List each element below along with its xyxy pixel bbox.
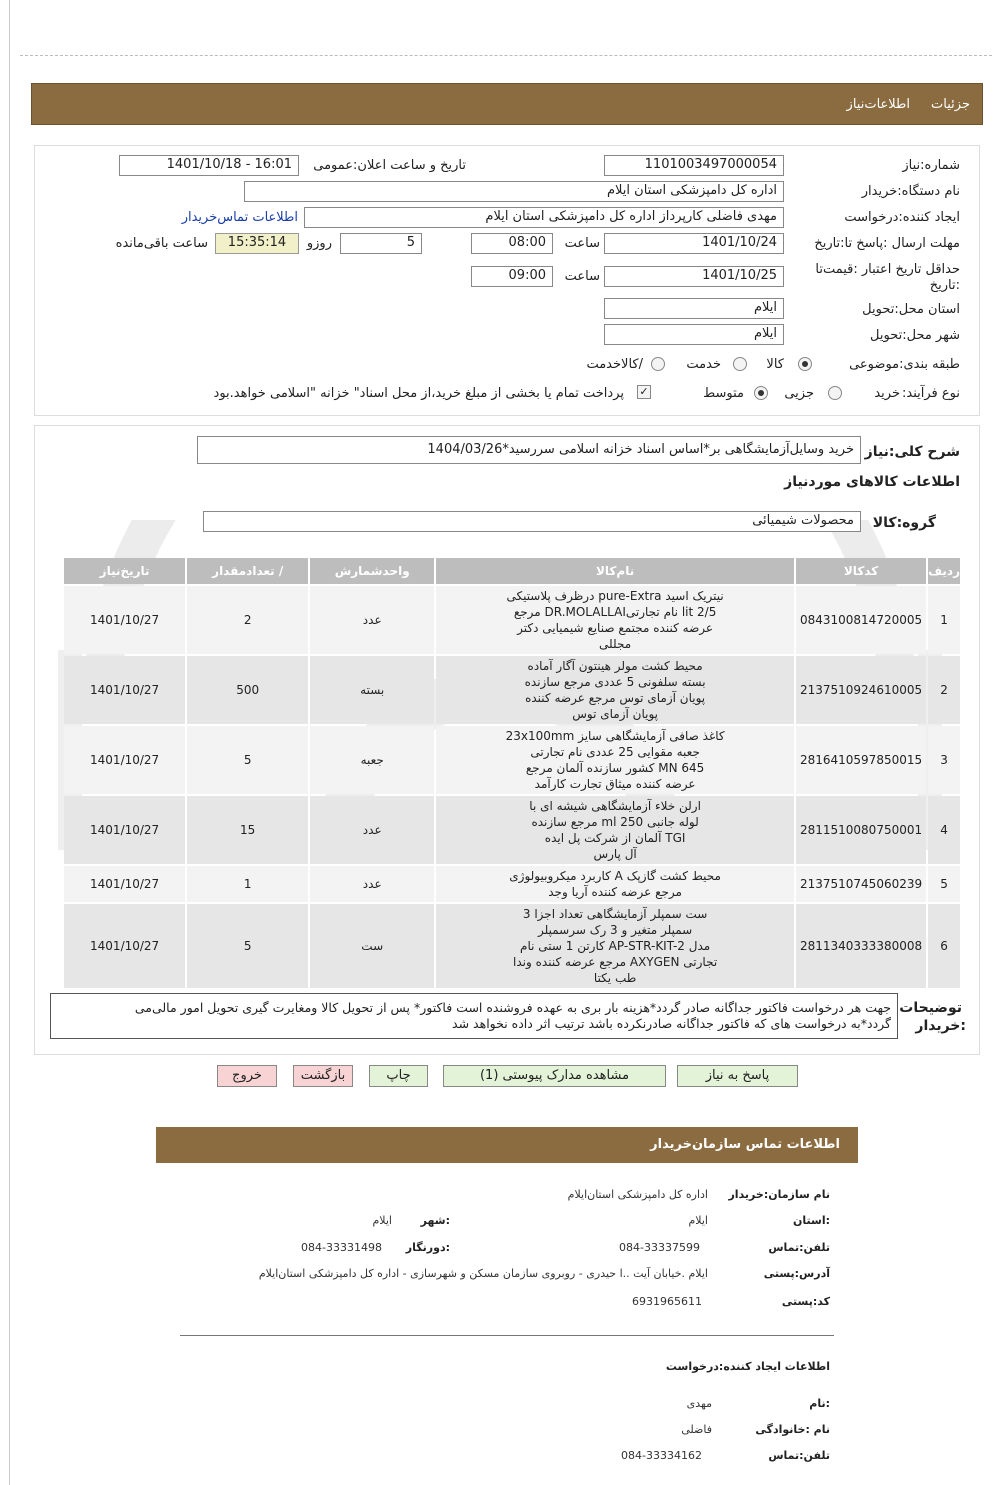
buyer-org-field: اداره کل دامپزشکی استان ایلام: [244, 181, 784, 202]
row-code: 2137510924610005: [796, 656, 926, 724]
col-code: کدکالا: [796, 558, 926, 584]
table-row[interactable]: [64, 726, 960, 794]
contact-postal-label: کد:پستی: [781, 1295, 830, 1308]
creator-last-value: فاضلی: [681, 1423, 712, 1436]
row-date: 1401/10/27: [64, 586, 185, 654]
table-header-row: [64, 558, 960, 584]
row-qty: 1: [187, 866, 308, 902]
row-name-line: محیط کشت گازپک A کاربرد میکروبیولوژی: [509, 869, 721, 883]
table-row[interactable]: [64, 904, 960, 988]
creator-label: ایجاد کننده:درخواست: [844, 210, 960, 225]
row-qty: 5: [187, 904, 308, 988]
contact-fax-label: :دورنگار: [405, 1241, 450, 1254]
deadline-date-field: 1401/10/24: [604, 233, 784, 254]
need-title-field: خرید وسایل‌آزمایشگاهی بر*اساس اسناد خزانه اسلامی سررسید*1404/03/26: [197, 436, 861, 464]
row-name-line: عرضه کننده میثاق تجارت کارآمد: [534, 777, 696, 791]
row-name-line: بسته سلفونی 5 عددی مرجع سازنده: [524, 675, 706, 689]
contact-city-label: :شهر: [420, 1214, 450, 1227]
row-index: 4: [928, 796, 960, 864]
row-date: 1401/10/27: [64, 796, 185, 864]
top-divider: [20, 55, 992, 56]
validity-label-1: حداقل تاریخ اعتبار :قیمت‌تا: [815, 262, 960, 277]
row-name-line: طب یکتا: [593, 971, 637, 985]
buyer-notes-line: گردد*به درخواست های که فاکتور جداگانه صادرنکرده باشد ترتیب اثر داده نخواهد شد: [452, 1016, 891, 1031]
city-field: ایلام: [604, 324, 784, 345]
goods-group-field: محصولات شیمیائی: [203, 511, 861, 532]
row-name: [436, 656, 794, 724]
row-index: 5: [928, 866, 960, 902]
process-radio-medium[interactable]: [754, 386, 768, 400]
table-row[interactable]: [64, 656, 960, 724]
validity-time-field: 09:00: [471, 266, 553, 287]
row-date: 1401/10/27: [64, 656, 185, 724]
buyer-notes-label-1: توضیحات: [899, 1000, 962, 1016]
row-qty: 2: [187, 586, 308, 654]
row-code: 2811340333380008: [796, 904, 926, 988]
category-option-service: خدمت: [686, 357, 721, 372]
row-unit: بسته: [310, 656, 434, 724]
goods-info-heading: اطلاعات کالاهای موردنیاز: [784, 474, 960, 490]
category-radio-goods-service[interactable]: [651, 357, 665, 371]
table-row[interactable]: [64, 586, 960, 654]
row-unit: عدد: [310, 866, 434, 902]
row-name-line: ست سمپلر آزمایشگاهی تعداد اجزا 3: [522, 907, 708, 921]
row-name-line: مجللی: [599, 637, 632, 651]
province-field: ایلام: [604, 298, 784, 319]
contact-org-label: نام سازمان:خریدار: [728, 1188, 830, 1201]
row-name-line: لوله جانبی 250 ml مرجع سازنده: [531, 815, 699, 829]
row-name-line: 2/5 lit نام تجارتیDR.MOLALLAI مرجع: [513, 605, 717, 619]
row-index: 6: [928, 904, 960, 988]
buyer-contact-header: [156, 1127, 858, 1163]
creator-last-label: نام :خانوادگی: [755, 1423, 830, 1436]
row-name: [436, 796, 794, 864]
creator-phone-label: تلفن:تماس: [768, 1449, 830, 1462]
deadline-label: مهلت ارسال :پاسخ تا:تاریخ: [814, 236, 960, 251]
row-name: [436, 726, 794, 794]
row-name-line: ارلن خلاء آزمایشگاهی شیشه ای با: [529, 799, 701, 813]
row-index: 3: [928, 726, 960, 794]
payment-note: پرداخت تمام یا بخشی از مبلغ خرید،از محل اسناد" خزانه "اسلامی خواهد.بود: [213, 386, 624, 401]
deadline-time-label: ساعت: [564, 236, 600, 251]
goods-group-label: گروه:کالا: [872, 515, 936, 531]
view-attachments-button[interactable]: مشاهده مدارک پیوستی (1): [443, 1065, 666, 1087]
process-buy-label: خرید: [874, 386, 900, 401]
row-name: [436, 586, 794, 654]
row-name: [436, 904, 794, 988]
col-unit: واحدشمارش: [310, 558, 434, 584]
province-label: استان محل:تحویل: [862, 302, 960, 317]
city-label: شهر محل:تحویل: [870, 328, 960, 343]
contact-address-label: آدرس:پستی: [763, 1267, 830, 1280]
table-row[interactable]: [64, 796, 960, 864]
tab-need-info[interactable]: اطلاعات‌نیاز: [846, 97, 910, 112]
left-border-line: [9, 0, 10, 1485]
deadline-time-field: 08:00: [471, 233, 553, 254]
row-name-line: TGI آلمان از شرکت پل ایده: [544, 831, 686, 845]
row-unit: ست: [310, 904, 434, 988]
creator-field: مهدی فاضلی کارپرداز اداره کل دامپزشکی استان ایلام: [304, 207, 784, 228]
row-name-line: پویان آزمای توس مرجع عرضه کننده: [525, 691, 706, 705]
category-option-goods: کالا: [766, 357, 784, 372]
row-unit: عدد: [310, 586, 434, 654]
row-date: 1401/10/27: [64, 726, 185, 794]
buyer-notes-label-2: :خریدار: [915, 1018, 966, 1034]
contact-city-value: ایلام: [372, 1214, 392, 1227]
buyer-org-label: نام دستگاه:خریدار: [861, 184, 960, 199]
print-button[interactable]: چاپ: [369, 1065, 428, 1087]
contact-address-value: ایلام .خیابان آیت ..ا حیدری - روبروی سازمان مسکن و شهرسازی - اداره کل دامپزشکی استان‌ایلام: [258, 1267, 708, 1280]
process-option-minor: جزیی: [784, 386, 814, 401]
category-label: طبقه بندی:موضوعی: [849, 357, 960, 372]
contact-phone-label: تلفن:تماس: [768, 1241, 830, 1254]
row-unit: جعبه: [310, 726, 434, 794]
col-date: تاریخ‌نیاز: [64, 558, 185, 584]
row-qty: 15: [187, 796, 308, 864]
row-code: 0843100814720005: [796, 586, 926, 654]
col-name: نام‌کالا: [436, 558, 794, 584]
reply-button[interactable]: پاسخ به نیاز: [677, 1065, 798, 1087]
col-index: ردیف: [928, 558, 960, 584]
buyer-notes-box: [50, 993, 898, 1039]
need-title-label: شرح کلی:نیاز: [864, 444, 960, 460]
contact-org-value: اداره کل دامپزشکی استان‌ایلام: [567, 1188, 708, 1201]
announce-label: تاریخ و ساعت اعلان:عمومی: [313, 158, 466, 173]
back-button[interactable]: بازگشت: [293, 1065, 353, 1087]
payment-checkbox[interactable]: ✓: [637, 385, 651, 399]
row-date: 1401/10/27: [64, 904, 185, 988]
process-label: نوع فرآیند:: [902, 386, 960, 401]
row-name-line: تجارتی AXYGEN مرجع عرضه کننده وندا: [513, 955, 718, 969]
row-qty: 5: [187, 726, 308, 794]
process-radio-minor[interactable]: [828, 386, 842, 400]
process-option-medium: متوسط: [703, 386, 744, 401]
row-unit: عدد: [310, 796, 434, 864]
exit-button[interactable]: خروج: [217, 1065, 277, 1087]
contact-province-label: :استان: [793, 1214, 830, 1227]
row-index: 2: [928, 656, 960, 724]
row-name-line: عرضه کننده مجتمع صنایع شیمیایی دکتر: [517, 621, 714, 635]
category-radio-goods[interactable]: [798, 357, 812, 371]
days-label: روزو: [306, 236, 332, 251]
buyer-notes-line: جهت هر درخواست فاکتور جداگانه صادر گردد*هزینه بار بری به عهده فروشنده است فاکتور* پس از تحویل کالا ومغایرت گیری تحویل امور مالی‌می: [134, 1000, 891, 1015]
page-header-bar: [31, 83, 983, 125]
row-code: 2811510080750001: [796, 796, 926, 864]
row-name: [436, 866, 794, 902]
contact-divider: [180, 1335, 834, 1336]
validity-date-field: 1401/10/25: [604, 266, 784, 287]
contact-province-value: ایلام: [688, 1214, 708, 1227]
buyer-contact-link[interactable]: اطلاعات تماس‌خریدار: [181, 210, 298, 225]
row-name-line: کاغذ صافی آزمایشگاهی سایز 23x100mm: [505, 729, 725, 743]
contact-phone-value: 084-33337599: [619, 1241, 700, 1254]
need-number-label: شماره:نیاز: [902, 158, 960, 173]
creator-phone-value: 084-33334162: [621, 1449, 702, 1462]
row-name-line: پویان آزمای توس: [572, 707, 658, 721]
category-radio-service[interactable]: [733, 357, 747, 371]
contact-postal-value: 6931965611: [632, 1295, 702, 1308]
announce-field: 1401/10/18 - 16:01: [119, 155, 299, 176]
row-name-line: محیط کشت مولر هینتون آگار آماده: [527, 659, 703, 673]
contact-fax-value: 084-33331498: [301, 1241, 382, 1254]
row-name-line: مرجع عرضه کننده آریا وجد: [548, 885, 682, 899]
buyer-contact-title: اطلاعات تماس سازمان‌خریدار: [650, 1137, 840, 1152]
goods-table: [62, 556, 962, 990]
row-name-line: جعبه مقوایی 25 عددی نام تجارتی: [530, 745, 700, 759]
creator-first-label: :نام: [809, 1397, 830, 1410]
col-qty: / تعدادمقدار: [187, 558, 308, 584]
table-row[interactable]: [64, 866, 960, 902]
category-option-goods-service: /کالاخدمت: [586, 357, 643, 372]
row-name-line: آل پارس: [593, 847, 637, 861]
remaining-label: ساعت باقی‌مانده: [115, 236, 208, 251]
row-qty: 500: [187, 656, 308, 724]
row-code: 2816410597850015: [796, 726, 926, 794]
creator-first-value: مهدی: [686, 1397, 712, 1410]
validity-label-2: :تاریخ: [929, 278, 960, 293]
remaining-timer: 15:35:14: [215, 233, 299, 254]
row-index: 1: [928, 586, 960, 654]
need-number-field: 1101003497000054: [604, 155, 784, 176]
validity-time-label: ساعت: [564, 269, 600, 284]
creator-info-title: اطلاعات ایجاد کننده:درخواست: [665, 1360, 830, 1373]
row-name-line: سمپلر متغیر و 3 رک سرسمپلر: [538, 923, 693, 937]
row-name-line: نیتریک اسید pure-Extra درظرف پلاستیکی: [506, 589, 724, 603]
tab-details[interactable]: جزئیات: [931, 97, 970, 112]
row-name-line: MN 645 کشور سازنده آلمان مرجع: [525, 761, 705, 775]
row-code: 2137510745060239: [796, 866, 926, 902]
row-date: 1401/10/27: [64, 866, 185, 902]
row-name-line: مدل AP-STR-KIT-2 کارتن 1 ستی نام: [520, 939, 711, 953]
days-field: 5: [340, 233, 422, 254]
